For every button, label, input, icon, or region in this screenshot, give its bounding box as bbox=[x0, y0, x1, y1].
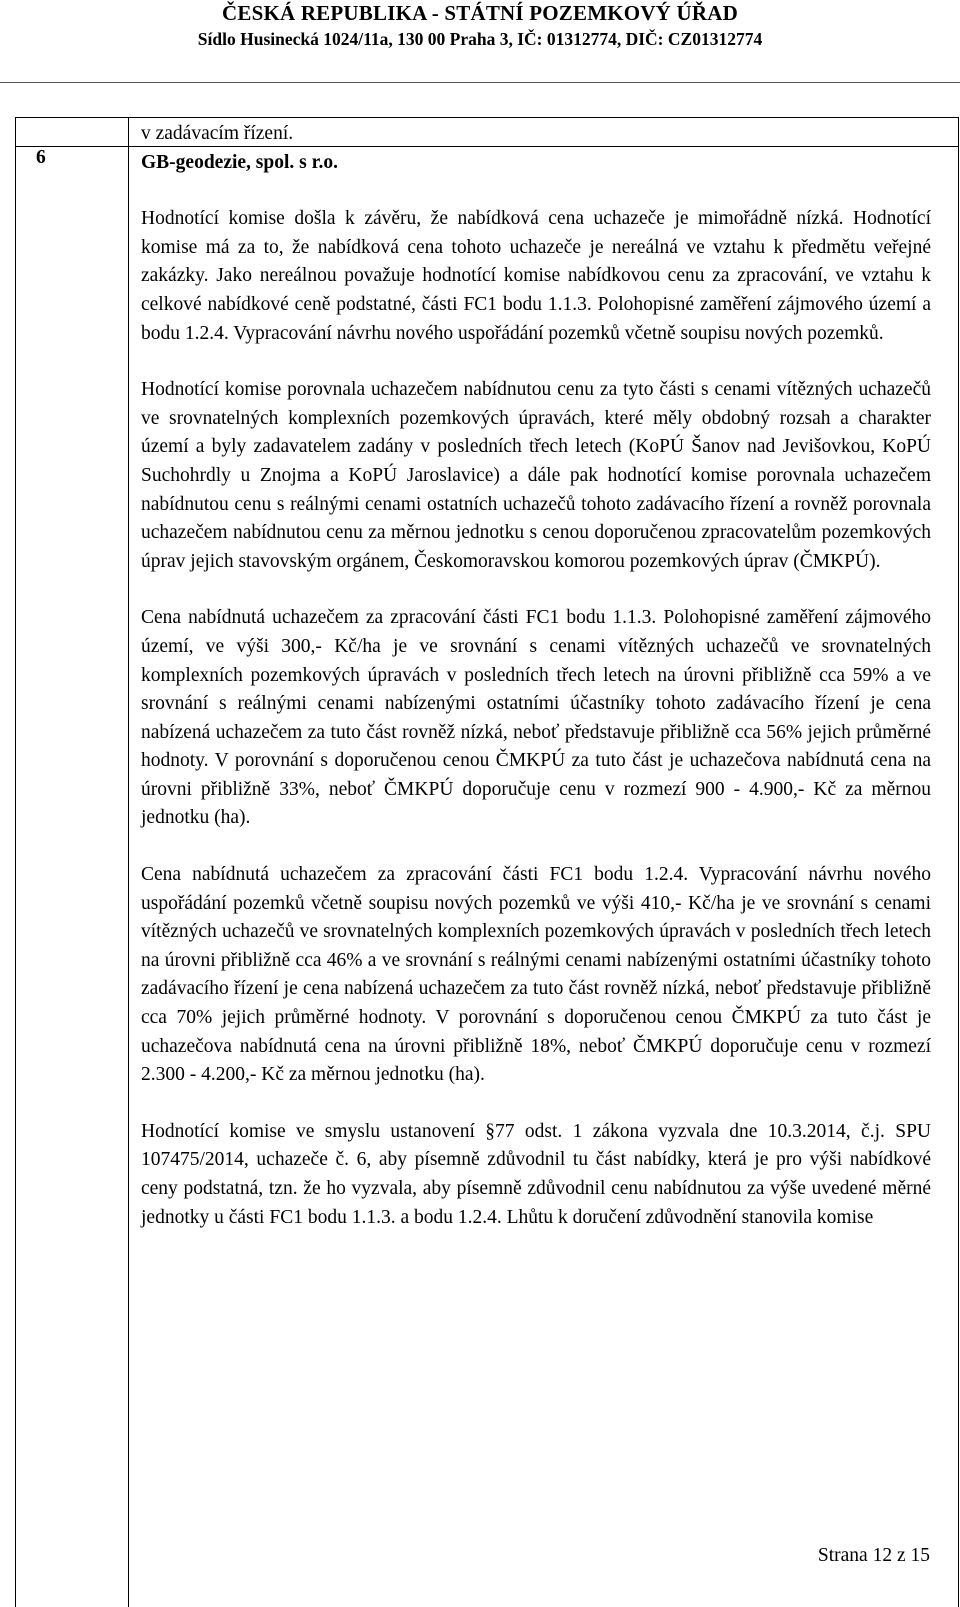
paragraph-4: Cena nabídnutá uchazečem za zpracování části FC1 bodu 1.2.4. Vypracování návrhu nového uspořádání pozemků včetně soupisu nových pozemků ve výši 410,- Kč/ha je ve srovnání s cenami vítězných uchazečů ve srovnatelných komplexních pozemkových úpravách v posledních třech letech na úrovni přibližně cca 46% a ve srovnání s reálnými cenami nabízenými ostatními účastníky tohoto zadávacího řízení je cena nabízená uchazečem za tuto část rovněž nízká, neboť představuje přibližně cca 70% jejich průměrné hodnoty. V porovnání s doporučenou cenou ČMKPÚ za tuto část je uchazečova nabídnutá cena na úrovni přibližně 18%, neboť ČMKPÚ doporučuje cenu v rozmezí 2.300 - 4.200,- Kč za měrnou jednotku (ha). bbox=[141, 864, 931, 1086]
table-column-divider bbox=[128, 118, 129, 1607]
letterhead-title: ČESKÁ REPUBLIKA - STÁTNÍ POZEMKOVÝ ÚŘAD bbox=[222, 1, 738, 25]
paragraph-3: Cena nabídnutá uchazečem za zpracování části FC1 bodu 1.1.3. Polohopisné zaměření zájmového území, ve výši 300,- Kč/ha je ve srovnání s cenami vítězných uchazečů ve srovnatelných komplexních pozemkových úpravách v posledních třech letech na úrovni přibližně cca 59% a ve srovnání s reálnými cenami nabízenými ostatními účastníky tohoto zadávacího řízení je cena nabízená uchazečem za tuto část rovněž nízká, neboť představuje přibližně cca 56% jejich průměrné hodnoty. V porovnání s doporučenou cenou ČMKPÚ za tuto část je uchazečova nabídnutá cena na úrovni přibližně 33%, neboť ČMKPÚ doporučuje cenu v rozmezí 900 - 4.900,- Kč za měrnou jednotku (ha). bbox=[141, 607, 931, 829]
item-number: 6 bbox=[36, 147, 46, 168]
table-content bbox=[141, 120, 931, 1232]
paragraph-5: Hodnotící komise ve smyslu ustanovení §77 odst. 1 zákona vyzvala dne 10.3.2014, č.j. SPU 107475/2014, uchazeče č. 6, aby písemně zdůvodnil tu část nabídky, která je pro výši nabídkové ceny podstatná, tzn. že ho vyzvala, aby písemně zdůvodnil cenu nabídnutou za výše uvedené měrné jednotky u části FC1 bodu 1.1.3. a bodu 1.2.4. Lhůtu k doručení zdůvodnění stanovila komise bbox=[141, 1120, 931, 1228]
letterhead bbox=[0, 0, 960, 50]
item-title: GB-geodezie, spol. s r.o. bbox=[141, 151, 338, 173]
letterhead-address: Sídlo Husinecká 1024/11a, 130 00 Praha 3, IČ: 01312774, DIČ: CZ01312774 bbox=[197, 29, 763, 49]
table-right-border bbox=[958, 118, 959, 1607]
header-divider bbox=[0, 82, 960, 83]
page-number: Strana 12 z 15 bbox=[817, 1545, 930, 1566]
continued-text: v zadávacím řízení. bbox=[141, 123, 294, 144]
paragraph-1: Hodnotící komise došla k závěru, že nabídková cena uchazeče je mimořádně nízká. Hodnotící komise má za to, že nabídková cena tohoto uchazeče je nereálná ve vztahu k předmětu veřejné zakázky. Jako nereálnou považuje hodnotící komise nabídkovou cenu za zpracování, ve vztahu k celkové nabídkové ceně podstatné, části FC1 bodu 1.1.3. Polohopisné zaměření zájmového území a bodu 1.2.4. Vypracování návrhu nového uspořádání pozemků včetně soupisu nových pozemků. bbox=[141, 208, 931, 344]
paragraph-2: Hodnotící komise porovnala uchazečem nabídnutou cenu za tyto části s cenami vítězných uchazečů ve srovnatelných komplexních pozemkových úpravách, které měly obdobný rozsah a charakter území a byly zadavatelem zadány v posledních třech letech (KoPÚ Šanov nad Jevišovkou, KoPÚ Suchohrdly u Znojma a KoPÚ Jaroslavice) a dále pak hodnotící komise porovnala uchazečem nabídnutou cenu s reálnými cenami ostatních uchazečů tohoto zadávacího řízení a rovněž porovnala uchazečem nabídnutou cenu za měrnou jednotku s cenou doporučenou zpracovatelům pozemkových úprav jejich stavovským orgánem, Českomoravskou komorou pozemkových úprav (ČMKPÚ). bbox=[141, 379, 931, 572]
